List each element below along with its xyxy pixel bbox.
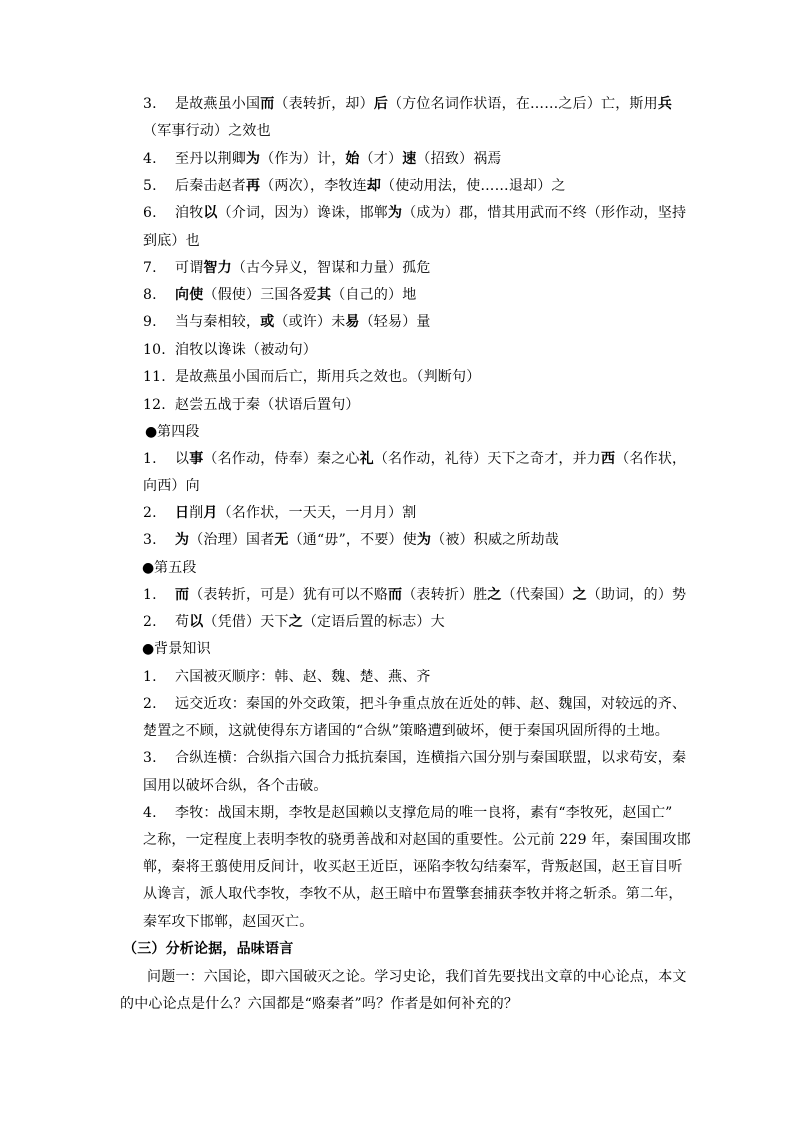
bold-keyword: 却 xyxy=(366,178,382,194)
section-heading xyxy=(142,639,211,659)
text-fragment: 是故燕虽小国 xyxy=(175,96,261,112)
text-fragment: （成为）郡，惜其用武而不终（形作动，坚持 xyxy=(402,205,687,221)
continuation-text: 到底）也 xyxy=(143,233,200,249)
item-number: 1. xyxy=(143,669,157,685)
question-text: 问题一：六国论，即六国破灭之论。学习史论，我们首先要找出文章的中心论点，本文 xyxy=(147,969,687,985)
item-number: 5. xyxy=(143,178,157,194)
item-text xyxy=(175,395,360,415)
item-number: 7. xyxy=(143,260,157,276)
item-text xyxy=(175,312,431,332)
item-text xyxy=(175,449,686,469)
text-fragment: （招致）祸焉 xyxy=(416,151,502,167)
continuation-text: 郸，秦将王翦使用反间计，收买赵王近臣，诬陷李牧勾结秦军，背叛赵国，赵王盲目听 xyxy=(143,859,683,875)
bold-keyword: 其 xyxy=(317,287,332,303)
bold-keyword: 智力 xyxy=(203,260,232,276)
bold-keyword: 月 xyxy=(203,505,218,521)
bold-keyword: 为 xyxy=(246,151,261,167)
bold-keyword: 速 xyxy=(402,151,417,167)
continuation-text: 从谗言，派人取代李牧，李牧不从，赵王暗中布置擎套捕获李牧并将之斩杀。第二年， xyxy=(143,886,683,902)
item-number: 3. xyxy=(143,96,157,112)
item-number: 1. xyxy=(143,451,157,467)
bold-keyword: 再 xyxy=(246,178,261,194)
section-title: 背景知识 xyxy=(154,641,211,657)
item-text xyxy=(175,285,416,305)
text-fragment: 削 xyxy=(189,505,204,521)
text-fragment: （轻易）量 xyxy=(359,314,431,330)
item-number: 8. xyxy=(143,287,157,303)
section-title: 第五段 xyxy=(154,560,197,576)
item-text: 合纵连横：合纵指六国合力抵抗秦国，连横指六国分别与秦国联盟，以求苟安，秦 xyxy=(175,750,687,766)
text-fragment: （古今异义，智谋和力量）孤危 xyxy=(231,260,431,276)
item-number: 2. xyxy=(143,696,157,712)
continuation-text: 向西）向 xyxy=(143,478,200,494)
bold-keyword: 为 xyxy=(416,532,432,548)
bold-keyword: 事 xyxy=(189,451,204,467)
bold-keyword: 之 xyxy=(288,614,303,630)
bold-keyword: 之 xyxy=(572,587,587,603)
text-fragment: 以 xyxy=(175,451,190,467)
text-fragment: （表转折，可是）犹有可以不赂 xyxy=(189,587,389,603)
section-title: 第四段 xyxy=(157,424,200,440)
continuation-text: 国用以破坏合纵，各个击破。 xyxy=(143,778,328,794)
text-fragment: 后秦击赵者 xyxy=(175,178,246,194)
text-fragment: （表转折，却） xyxy=(274,96,374,112)
bold-keyword: 向使 xyxy=(175,287,204,303)
item-text xyxy=(175,176,566,196)
text-fragment: （才） xyxy=(359,151,403,167)
item-number: 2. xyxy=(143,505,157,521)
item-text: 六国被灭顺序：韩、赵、魏、楚、燕、齐 xyxy=(175,669,431,685)
bullet-icon: ● xyxy=(142,641,155,657)
text-fragment: （定语后置的标志）大 xyxy=(302,614,445,630)
item-text xyxy=(175,367,480,387)
continuation-text: （军事行动）之效也 xyxy=(143,123,271,139)
bold-keyword: 无 xyxy=(274,532,289,548)
bold-keyword: 为 xyxy=(388,205,403,221)
item-number: 4. xyxy=(143,151,157,167)
text-fragment: （作为）计， xyxy=(260,151,346,167)
bold-keyword: 以 xyxy=(203,205,218,221)
bullet-icon: ● xyxy=(145,424,158,440)
item-number: 3. xyxy=(143,532,157,548)
bold-keyword: 以 xyxy=(189,614,204,630)
text-fragment: （助词，的）势 xyxy=(586,587,687,603)
bold-keyword: 易 xyxy=(345,314,360,330)
bold-keyword: 或 xyxy=(260,314,275,330)
text-fragment: 洎牧 xyxy=(175,205,204,221)
bullet-icon: ● xyxy=(142,560,155,576)
continuation-text: 秦军攻下邯郸，赵国灭亡。 xyxy=(143,914,314,930)
item-number: 6. xyxy=(143,205,157,221)
text-fragment: （代秦国） xyxy=(501,587,573,603)
text-fragment: （自己的）地 xyxy=(331,287,417,303)
text-fragment: （方位名词作状语，在……之后）亡，斯用 xyxy=(388,96,658,112)
question-text: 的中心论点是什么？六国都是“赂秦者”吗？作者是如何补充的？ xyxy=(120,996,519,1012)
item-number: 2. xyxy=(143,614,157,630)
item-text xyxy=(175,503,416,523)
item-text xyxy=(175,585,686,605)
item-text xyxy=(175,94,672,114)
item-text xyxy=(175,149,502,169)
continuation-text: 楚置之不顾，这就使得东方诸国的“合纵”策略遭到破坏，便于秦国巩固所得的土地。 xyxy=(143,723,669,739)
bold-keyword: 始 xyxy=(345,151,360,167)
item-number: 1. xyxy=(143,587,157,603)
text-fragment: （名作状，一天天，一月月）割 xyxy=(217,505,417,521)
bold-keyword: 而 xyxy=(388,587,403,603)
text-fragment: （凭借）天下 xyxy=(203,614,289,630)
text-fragment: 当与秦相较， xyxy=(175,314,261,330)
bold-keyword: 而 xyxy=(175,587,190,603)
text-fragment: 苟 xyxy=(175,614,190,630)
text-fragment: 赵尝五战于秦（状语后置句） xyxy=(175,397,360,413)
section-heading xyxy=(142,558,197,578)
item-number: 10. xyxy=(143,342,166,358)
bold-keyword: 而 xyxy=(260,96,275,112)
text-fragment: （两次），李牧连 xyxy=(260,178,367,194)
bold-keyword: 日 xyxy=(175,505,190,521)
item-number: 4. xyxy=(143,805,157,821)
bold-keyword: 之 xyxy=(487,587,502,603)
bold-keyword: 西 xyxy=(601,451,616,467)
text-fragment: （被）积威之所劫哉 xyxy=(431,532,559,548)
item-text xyxy=(175,530,559,550)
text-fragment: （治理）国者 xyxy=(189,532,275,548)
item-number: 9. xyxy=(143,314,157,330)
item-number: 12. xyxy=(143,397,166,413)
item-text: 远交近攻：秦国的外交政策，把斗争重点放在近处的韩、赵、魏国，对较远的齐、 xyxy=(175,696,687,712)
text-fragment: 至丹以荆卿 xyxy=(175,151,246,167)
text-fragment: （通“毋”，不要）使 xyxy=(288,532,417,548)
text-fragment: （或许）未 xyxy=(274,314,346,330)
section-heading xyxy=(145,422,200,442)
text-fragment: （介词，因为）谗诛，邯郸 xyxy=(217,205,389,221)
item-number: 11. xyxy=(143,369,166,385)
text-fragment: （假使）三国各爱 xyxy=(203,287,318,303)
item-text: 李牧：战国末期，李牧是赵国赖以支撑危局的唯一良将，素有“李牧死，赵国亡” xyxy=(175,805,673,821)
text-fragment: （名作状， xyxy=(615,451,687,467)
bold-keyword: 兵 xyxy=(657,96,673,112)
item-text xyxy=(175,340,317,360)
text-fragment: （名作动，侍奉）秦之心 xyxy=(203,451,360,467)
item-number: 3. xyxy=(143,750,157,766)
subsection-heading: （三）分析论据，品味语言 xyxy=(123,941,294,957)
item-text xyxy=(175,203,686,223)
text-fragment: （使动用法，使……退却）之 xyxy=(381,178,566,194)
text-fragment: 洎牧以谗诛（被动句） xyxy=(175,342,317,358)
item-text xyxy=(175,612,445,632)
bold-keyword: 礼 xyxy=(359,451,374,467)
text-fragment: 可谓 xyxy=(175,260,204,276)
bold-keyword: 为 xyxy=(175,532,190,548)
text-fragment: 是故燕虽小国而后亡，斯用兵之效也。（判断句） xyxy=(175,369,481,385)
text-fragment: （表转折）胜 xyxy=(402,587,488,603)
bold-keyword: 后 xyxy=(373,96,389,112)
item-text xyxy=(175,258,431,278)
continuation-text: 之称，一定程度上表明李牧的骁勇善战和对赵国的重要性。公元前 229 年，秦国围攻邯 xyxy=(143,832,691,848)
text-fragment: （名作动，礼待）天下之奇才，并力 xyxy=(373,451,602,467)
